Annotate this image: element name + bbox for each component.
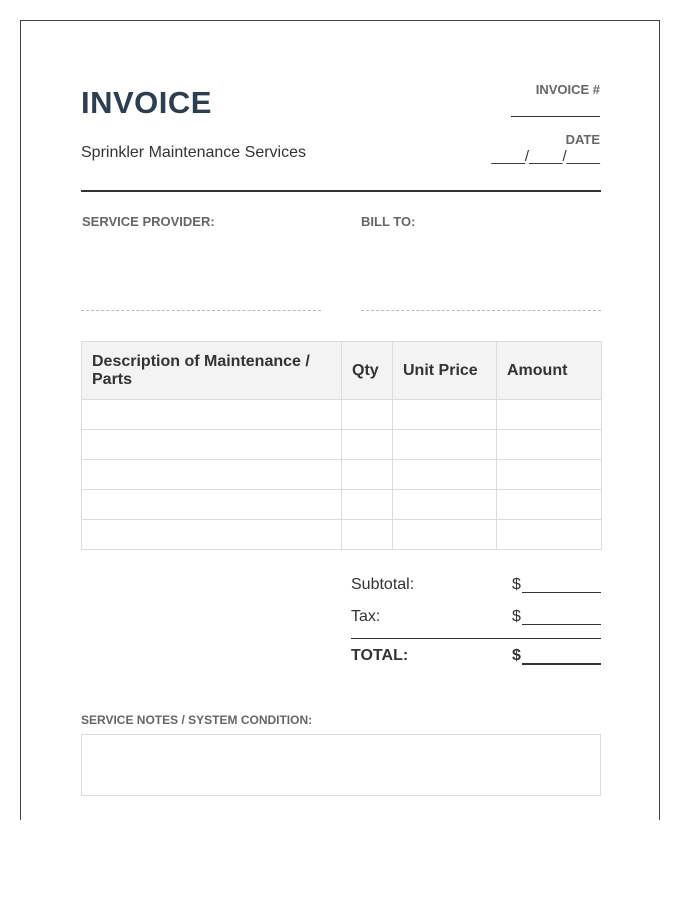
invoice-number-field[interactable] — [511, 116, 600, 117]
service-provider-field[interactable] — [81, 310, 321, 311]
column-header-description: Description of Maintenance / Parts — [82, 342, 342, 400]
table-row — [82, 520, 602, 550]
subtotal-field[interactable] — [522, 592, 601, 593]
unit-price-cell[interactable] — [393, 400, 497, 430]
table-row — [82, 460, 602, 490]
subtotal-currency: $ — [512, 576, 521, 593]
bill-to-label: BILL TO: — [361, 214, 416, 229]
qty-cell[interactable] — [342, 430, 393, 460]
column-header-amount: Amount — [497, 342, 602, 400]
total-field[interactable] — [522, 663, 601, 665]
column-header-qty: Qty — [342, 342, 393, 400]
amount-cell[interactable] — [497, 430, 602, 460]
amount-cell[interactable] — [497, 520, 602, 550]
table-row — [82, 400, 602, 430]
table-header-row — [82, 342, 602, 400]
total-currency: $ — [512, 647, 521, 664]
description-cell[interactable] — [82, 460, 342, 490]
subtotal-label: Subtotal: — [351, 576, 415, 593]
totals-divider — [351, 638, 601, 639]
amount-cell[interactable] — [497, 460, 602, 490]
bill-to-field[interactable] — [361, 310, 601, 311]
service-notes-label: SERVICE NOTES / SYSTEM CONDITION: — [81, 713, 313, 727]
table-row — [82, 430, 602, 460]
description-cell[interactable] — [82, 430, 342, 460]
unit-price-cell[interactable] — [393, 490, 497, 520]
unit-price-cell[interactable] — [393, 520, 497, 550]
description-cell[interactable] — [82, 400, 342, 430]
date-label: DATE — [565, 132, 600, 147]
header-divider — [81, 190, 601, 192]
invoice-subtitle: Sprinkler Maintenance Services — [81, 144, 306, 161]
service-notes-field[interactable] — [81, 734, 601, 796]
column-header-unit-price: Unit Price — [393, 342, 497, 400]
invoice-title: INVOICE — [81, 85, 212, 120]
tax-currency: $ — [512, 608, 521, 625]
tax-label: Tax: — [351, 608, 381, 625]
total-label: TOTAL: — [351, 647, 409, 664]
line-items-table — [81, 341, 602, 550]
description-cell[interactable] — [82, 490, 342, 520]
table-row — [82, 490, 602, 520]
qty-cell[interactable] — [342, 460, 393, 490]
unit-price-cell[interactable] — [393, 430, 497, 460]
description-cell[interactable] — [82, 520, 342, 550]
invoice-number-label: INVOICE # — [535, 82, 600, 97]
unit-price-cell[interactable] — [393, 460, 497, 490]
amount-cell[interactable] — [497, 400, 602, 430]
qty-cell[interactable] — [342, 520, 393, 550]
invoice-sheet — [20, 20, 660, 820]
service-provider-label: SERVICE PROVIDER: — [82, 214, 215, 229]
amount-cell[interactable] — [497, 490, 602, 520]
qty-cell[interactable] — [342, 490, 393, 520]
tax-field[interactable] — [522, 624, 601, 625]
qty-cell[interactable] — [342, 400, 393, 430]
date-field[interactable]: ____/____/____ — [491, 148, 600, 165]
